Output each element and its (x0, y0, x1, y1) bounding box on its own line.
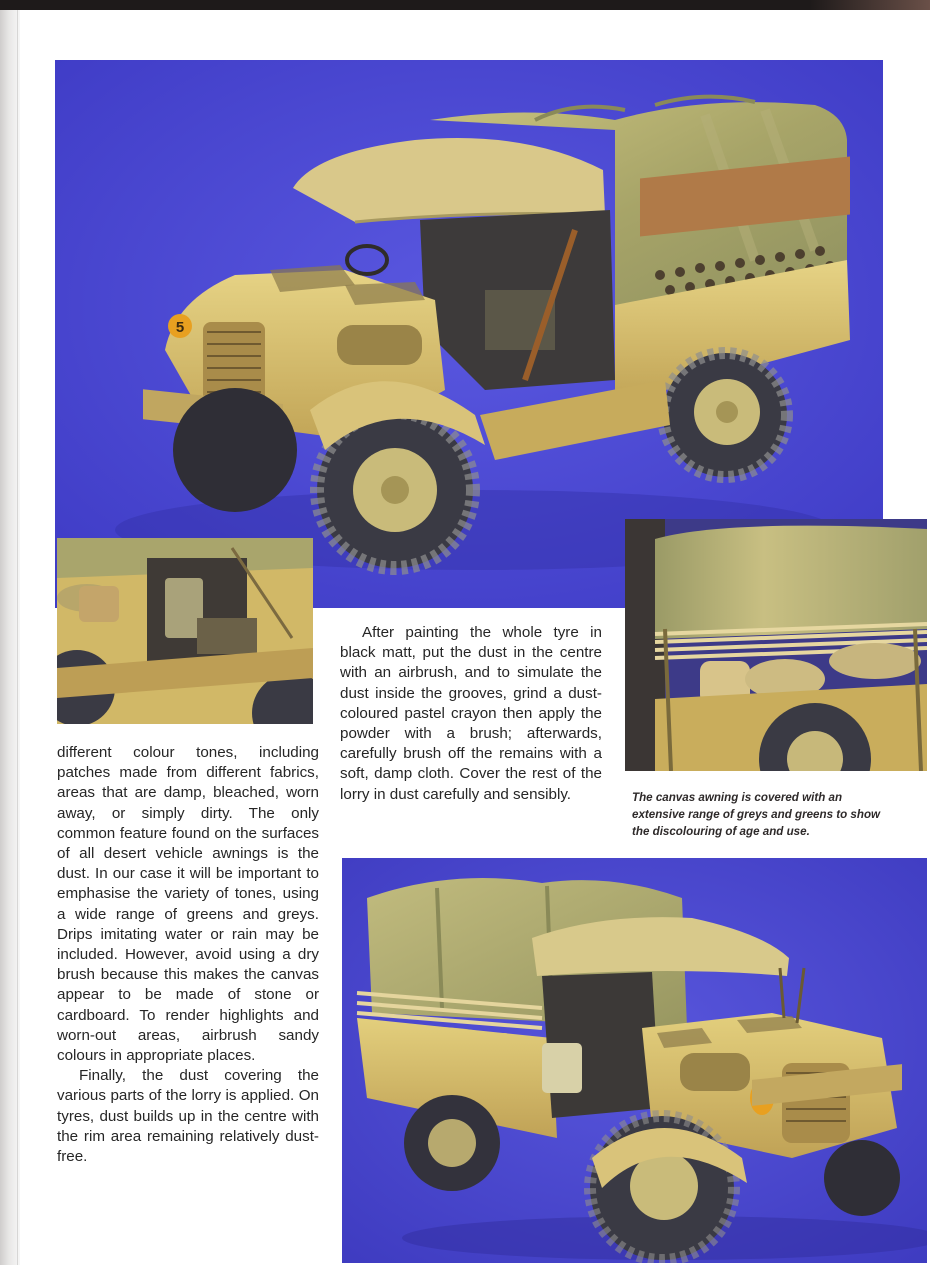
spine-line (17, 10, 18, 1265)
left-column-text (57, 743, 319, 1167)
rear-view-photo (342, 858, 927, 1263)
left-column-paragraph: different colour tones, including patches made from different fabrics, areas that are damp, bleached, worn away, or simply dirty. The only common feature found on the surfaces of all desert vehicle awnings is the dust. In our case it will be important to emphasise the variety of tones, using a wide range of greens and greys. Drips imitating water or rain may be included. However, avoid using a dry brush because this makes the canvas appear to be made of stone or cardboard. To render highlights and worn-out areas, airbrush sandy colours in appropriate places. (57, 744, 319, 1065)
middle-column-text (340, 623, 602, 805)
truck-number: 5 (175, 319, 185, 336)
middle-column-paragraph: After painting the whole tyre in black matt, put the dust in the centre with an airbrush, and to simulate the dust inside the grooves, grind a dust-coloured pastel crayon then apply the powder with a brush; afterwards, carefully brush off the remains with a soft, damp cloth. Cover the rest of the lorry in dust carefully and sensibly. (340, 624, 602, 803)
left-column-paragraph-2: Finally, the dust covering the various parts of the lorry is applied. On tyres, dust builds up in the centre with the rim area remaining relatively dust-free. (57, 1067, 319, 1166)
page-spine (0, 10, 20, 1265)
page-top-edge-corner (810, 0, 930, 10)
photo-caption: The canvas awning is covered with an extensive range of greys and greens to show the discolouring of age and use. (632, 791, 881, 838)
canvas-detail-photo (625, 519, 927, 771)
cab-detail-photo (57, 538, 313, 724)
page-top-edge (0, 0, 930, 10)
